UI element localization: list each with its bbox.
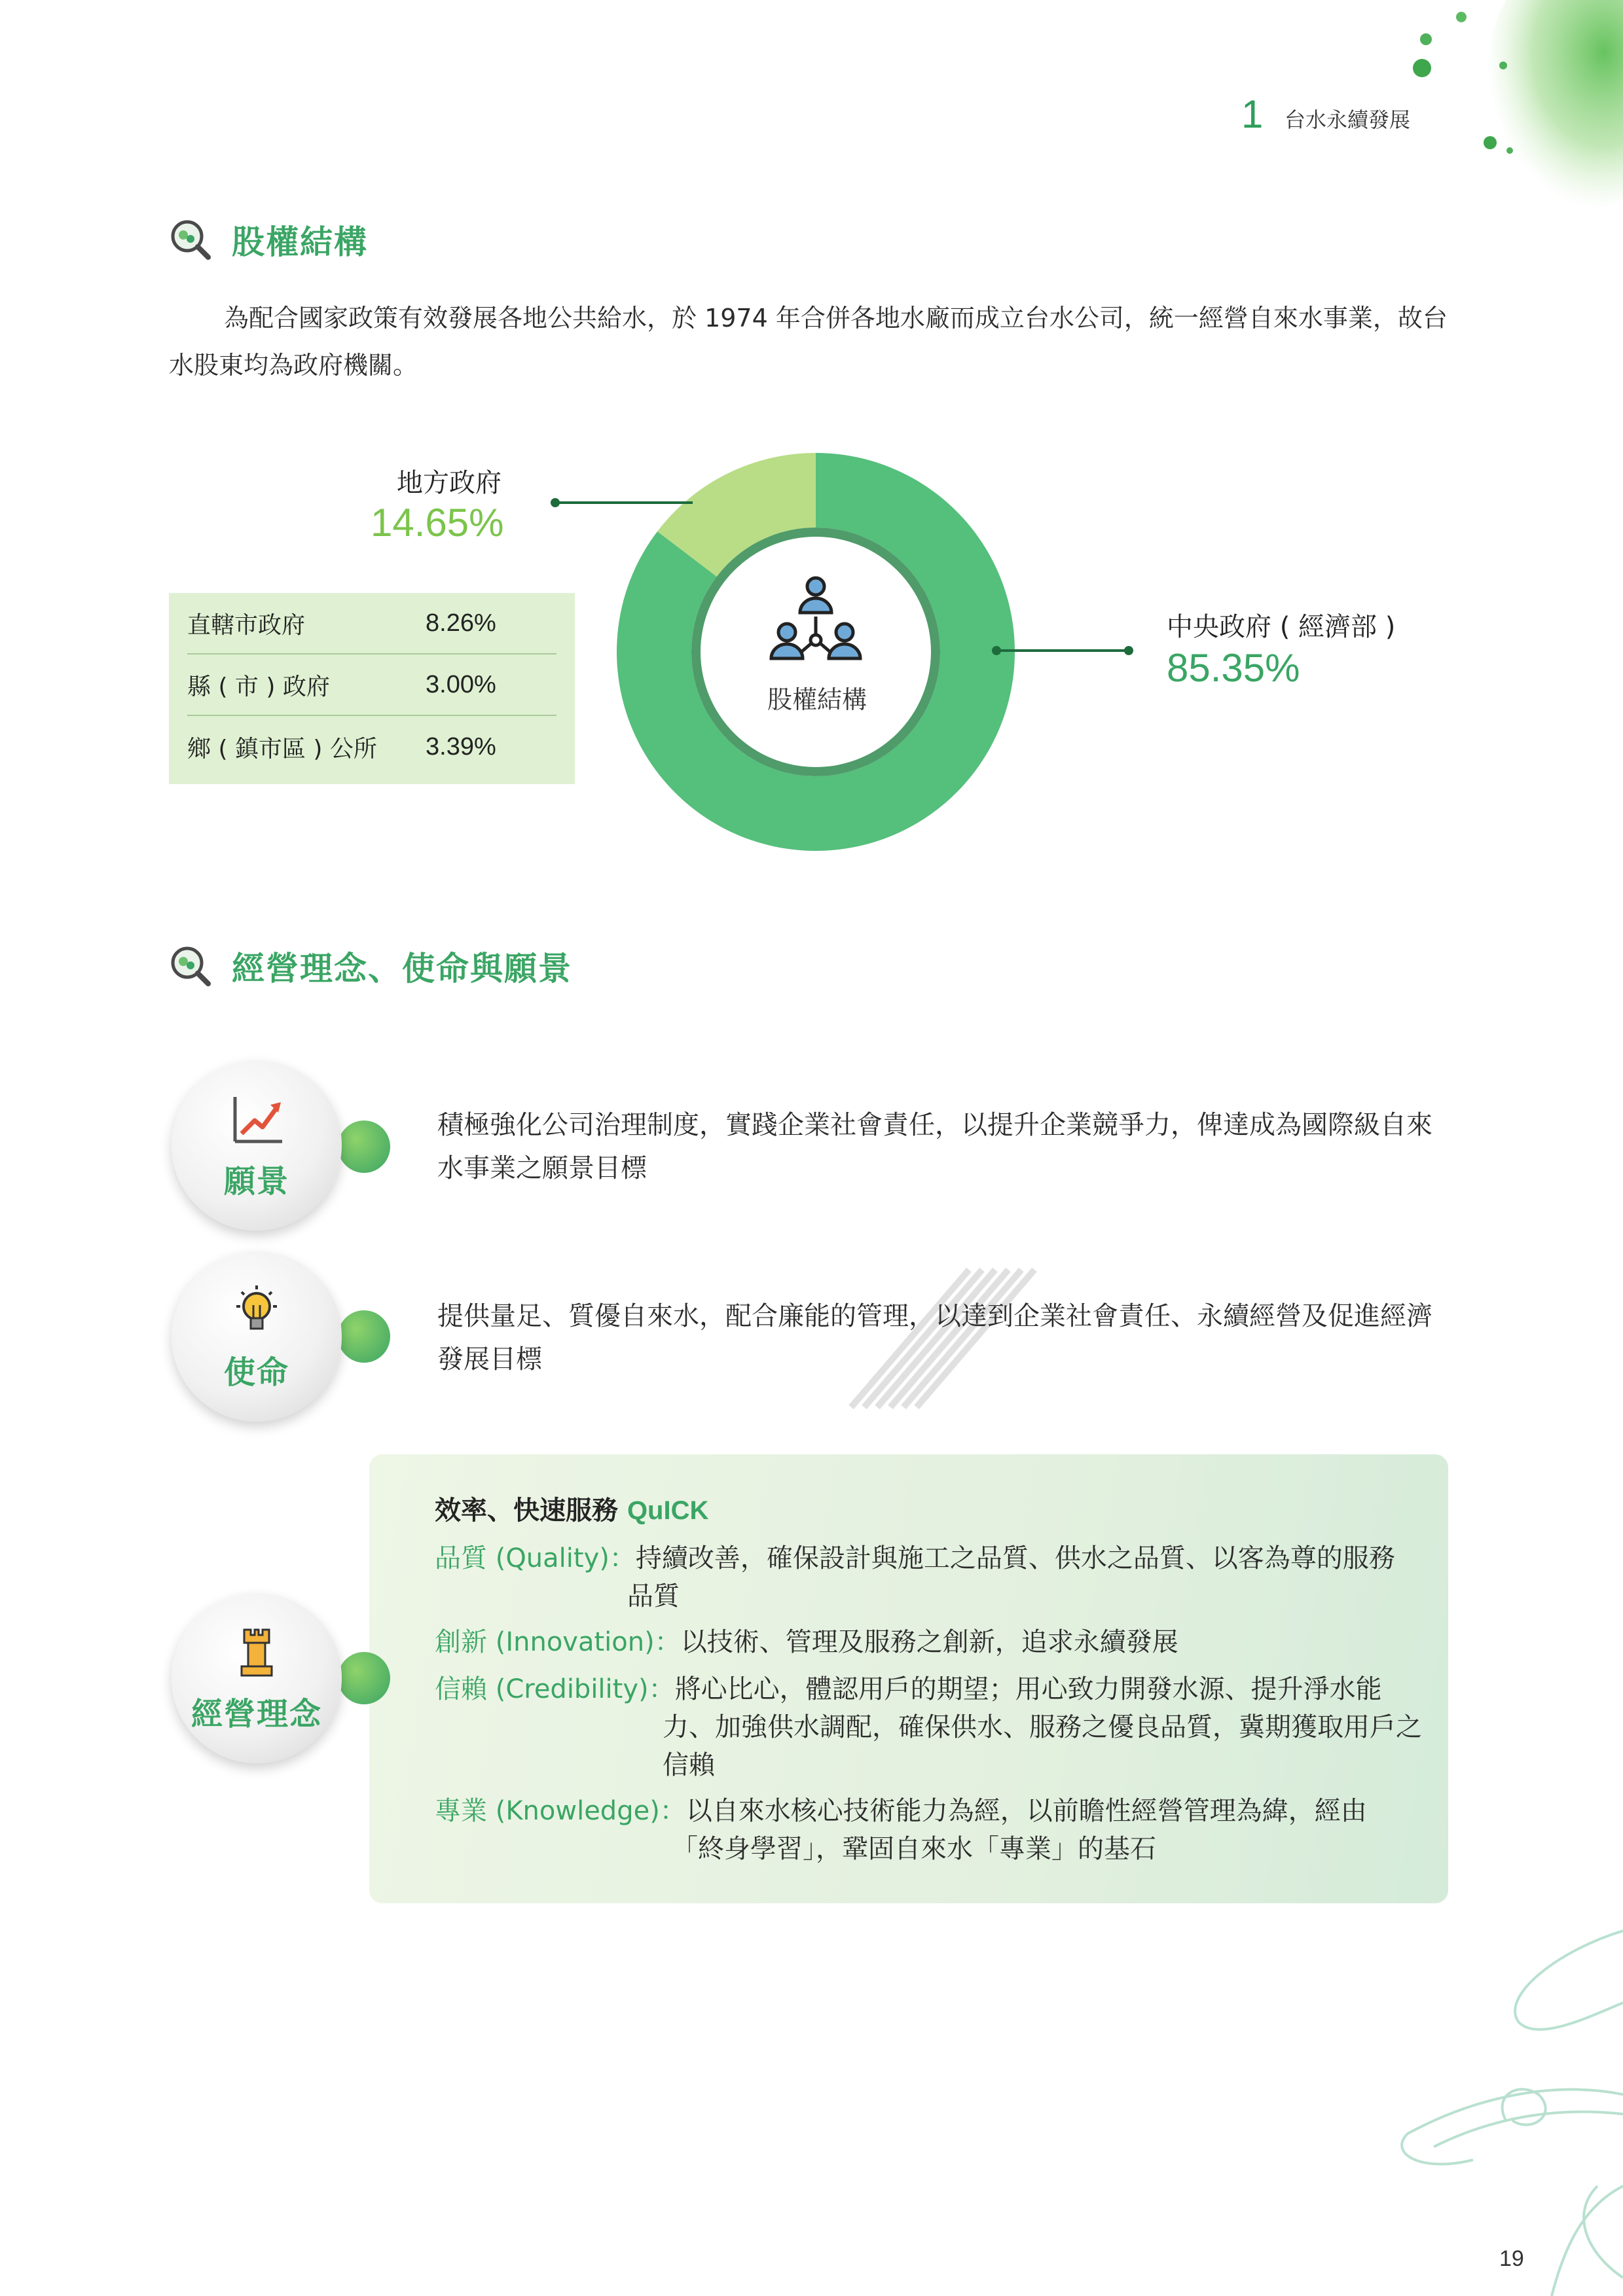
section-title: 經營理念、使命與願景 bbox=[232, 950, 572, 988]
item-key: 信賴 (Credibility)： bbox=[435, 1674, 675, 1704]
chapter-title: 台水永續發展 bbox=[1285, 107, 1411, 132]
item-continuation: 「終身學習」，鞏固自來水「專業」的基石 bbox=[672, 1834, 1156, 1864]
item-text: 以自來水核心技術能力為經，以前瞻性經營管理為緯，經由 bbox=[685, 1796, 1367, 1826]
chapter-number: 1 bbox=[1241, 92, 1264, 136]
philosophy-badge bbox=[172, 1593, 342, 1763]
mission-text: 提供量足、質優自來水，配合廉能的管理，以達到企業社會責任、永續經營及促進經濟發展目標 bbox=[437, 1301, 1432, 1374]
page-number: 19 bbox=[1499, 2246, 1524, 2271]
philosophy-item-innovation bbox=[435, 1623, 1178, 1661]
vision-text: 積極強化公司治理制度，實踐企業社會責任，以提升企業競爭力，俾達成為國際級自來水事業之願景目標 bbox=[437, 1110, 1432, 1183]
item-text: 以技術、管理及服務之創新，追求永續發展 bbox=[680, 1627, 1178, 1657]
row-value: 8.26% bbox=[426, 609, 496, 637]
quick-brand: QuICK bbox=[627, 1496, 709, 1525]
vision-tab bbox=[338, 1121, 390, 1173]
central-government-percent: 85.35% bbox=[1167, 646, 1300, 690]
quick-title-prefix: 效率、快速服務 bbox=[435, 1496, 618, 1526]
donut-center bbox=[701, 537, 931, 767]
central-government-label: 中央政府 ( 經濟部 ) bbox=[1167, 612, 1396, 642]
section-title: 股權結構 bbox=[232, 223, 368, 261]
growth-chart-icon bbox=[227, 1090, 286, 1149]
row-name: 直轄市政府 bbox=[187, 611, 306, 639]
philosophy-item-credibility bbox=[435, 1670, 1382, 1708]
local-government-label: 地方政府 bbox=[397, 468, 501, 498]
section-heading-philosophy bbox=[169, 942, 572, 990]
item-continuation: 力、加強供水調配，確保供水、服務之優良品質，冀期獲取用戶之信賴 bbox=[663, 1712, 1422, 1780]
mission-badge bbox=[172, 1251, 342, 1422]
philosophy-label: 經營理念 bbox=[191, 1695, 322, 1732]
philosophy-item-quality bbox=[435, 1539, 1395, 1577]
row-name: 縣 ( 市 ) 政府 bbox=[187, 673, 330, 700]
vision-badge bbox=[172, 1060, 342, 1230]
row-value: 3.00% bbox=[426, 670, 496, 698]
intro-paragraph: 為配合國家政策有效發展各地公共給水，於 1974 年合併各地水廠而成立台水公司，統一經營自來水事業，故台水股東均為政府機關。 bbox=[169, 304, 1448, 380]
leader-line-local bbox=[551, 498, 693, 507]
donut-center-label: 股權結構 bbox=[767, 685, 867, 714]
item-text: 將心比心，體認用戶的期望；用心致力開發水源、提升淨水能 bbox=[674, 1674, 1382, 1704]
vision-label: 願景 bbox=[223, 1162, 289, 1200]
mission-tab bbox=[338, 1310, 390, 1363]
table-row bbox=[187, 593, 556, 655]
item-key: 創新 (Innovation)： bbox=[435, 1627, 681, 1657]
local-breakdown-table bbox=[169, 593, 575, 784]
local-government-percent: 14.65% bbox=[371, 501, 504, 545]
philosophy-tab bbox=[338, 1652, 390, 1704]
chess-rook-icon bbox=[227, 1623, 286, 1682]
table-row bbox=[187, 716, 556, 778]
item-key: 專業 (Knowledge)： bbox=[435, 1796, 686, 1826]
quick-title bbox=[435, 1490, 708, 1527]
row-value: 3.39% bbox=[426, 732, 496, 761]
item-key: 品質 (Quality)： bbox=[435, 1543, 636, 1573]
philosophy-item-knowledge bbox=[435, 1792, 1367, 1830]
item-continuation: 品質 bbox=[627, 1581, 680, 1611]
table-row bbox=[187, 655, 556, 716]
row-name: 鄉 ( 鎮市區 ) 公所 bbox=[187, 735, 377, 762]
mission-label: 使命 bbox=[223, 1354, 289, 1391]
item-text: 持續改善，確保設計與施工之品質、供水之品質、以客為尊的服務 bbox=[635, 1543, 1395, 1573]
magnifier-icon bbox=[169, 944, 212, 988]
lightbulb-icon bbox=[227, 1282, 286, 1340]
